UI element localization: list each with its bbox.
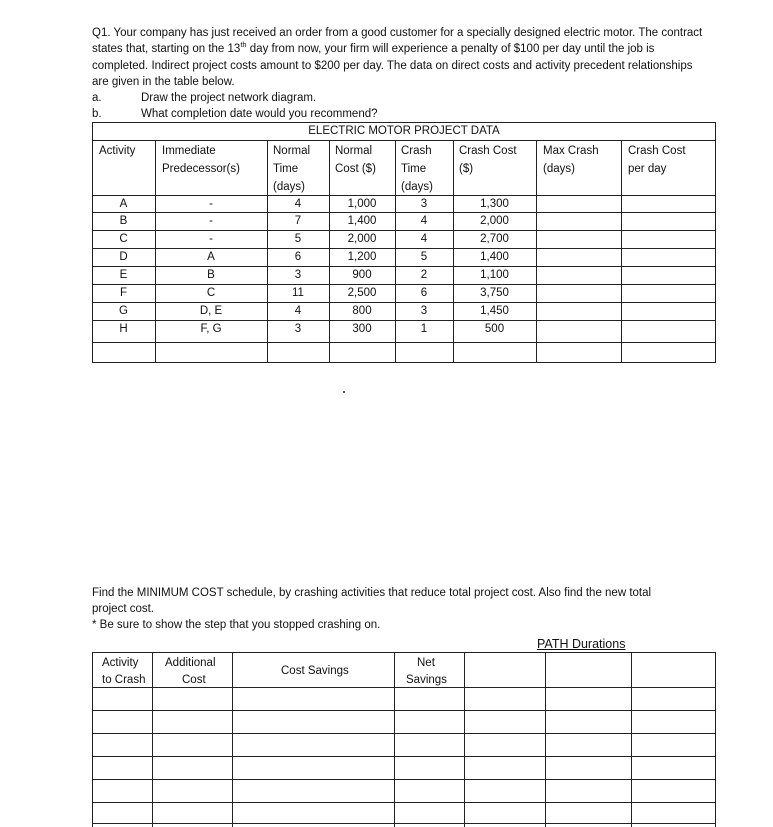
- question-intro: [92, 25, 712, 90]
- cell-crash-cost: 3,750: [480, 287, 509, 299]
- cell-normal-cost: 1,400: [347, 215, 377, 227]
- header-cost-savings: Cost Savings: [281, 665, 349, 677]
- question-a-text: Draw the project network diagram.: [141, 92, 317, 104]
- path-durations-title: PATH Durations: [537, 637, 626, 651]
- header-crash-cost-per-day-2: per day: [628, 163, 667, 175]
- header-net-savings-2: Savings: [406, 674, 447, 686]
- cell-crash-cost: 500: [484, 323, 505, 335]
- table2-row-rule: [92, 710, 716, 711]
- table1-row-rule: [92, 342, 716, 343]
- cell-activity: E: [119, 269, 128, 281]
- cell-activity: H: [119, 323, 128, 335]
- header-additional-cost-1: Additional: [165, 657, 216, 669]
- cell-normal-cost: 2,500: [347, 287, 377, 299]
- table1-col-divider: [536, 140, 537, 363]
- cell-crash-time: 3: [420, 198, 428, 210]
- cell-normal-cost: 800: [352, 305, 372, 317]
- table2-col-divider: [715, 652, 716, 827]
- cell-crash-cost: 2,000: [480, 215, 509, 227]
- cell-normal-cost: 300: [352, 323, 372, 335]
- table2-col-divider: [464, 652, 465, 827]
- cell-normal-cost: 1,000: [347, 198, 377, 210]
- header-max-crash-2: (days): [543, 163, 575, 175]
- table2-col-divider: [152, 652, 153, 827]
- cell-normal-time: 11: [292, 287, 304, 299]
- intro-text-2: day from now, your firm will experience a penalty of $100 per day until the job is completed. Indirect project costs amount to $200 per day. The data on direct costs and activity precedent relationships are given in the table below.: [92, 43, 693, 88]
- cell-predecessor: D, E: [199, 305, 223, 317]
- cell-normal-time: 5: [294, 233, 302, 245]
- table2-col-divider: [394, 652, 395, 827]
- cell-predecessor: F, G: [200, 323, 222, 335]
- cell-activity: C: [119, 233, 128, 245]
- cell-normal-cost: 900: [352, 269, 372, 281]
- table1-title-rule: [92, 140, 716, 141]
- cell-normal-time: 3: [294, 323, 302, 335]
- table2-row-rule: [92, 756, 716, 757]
- header-normal-cost-2: Cost ($): [335, 163, 376, 175]
- header-normal-time-2: Time: [273, 163, 299, 175]
- cell-crash-time: 4: [420, 233, 428, 245]
- instructions-line-1: Find the MINIMUM COST schedule, by crashing activities that reduce total project cost. Also find the new total: [92, 587, 652, 599]
- instructions-line-3: * Be sure to show the step that you stopped crashing on.: [92, 619, 381, 631]
- cell-predecessor: -: [209, 233, 213, 245]
- header-activity-to-crash-2: to Crash: [102, 674, 146, 686]
- header-predecessor-1: Immediate: [162, 145, 216, 157]
- cell-normal-time: 4: [294, 305, 302, 317]
- cell-crash-time: 1: [420, 323, 428, 335]
- header-normal-time-3: (days): [273, 181, 305, 193]
- table2-col-divider: [232, 652, 233, 827]
- header-normal-cost-1: Normal: [335, 145, 373, 157]
- cell-normal-time: 4: [294, 198, 302, 210]
- header-activity-to-crash-1: Activity: [102, 657, 139, 669]
- table2-row-rule: [92, 733, 716, 734]
- cell-crash-time: 3: [420, 305, 428, 317]
- table2-row-rule: [92, 802, 716, 803]
- table1-title: ELECTRIC MOTOR PROJECT DATA: [308, 125, 500, 137]
- cell-normal-time: 6: [294, 251, 302, 263]
- cell-crash-time: 2: [420, 269, 428, 281]
- header-crash-cost-per-day-1: Crash Cost: [628, 145, 686, 157]
- header-crash-time-1: Crash: [401, 145, 432, 157]
- header-activity: Activity: [99, 145, 136, 157]
- table2-col-divider: [631, 652, 632, 827]
- question-a-label: a.: [92, 92, 102, 104]
- header-crash-cost-1: Crash Cost: [459, 145, 517, 157]
- header-predecessor-2: Predecessor(s): [162, 163, 240, 175]
- table2-row-rule: [92, 779, 716, 780]
- cell-normal-cost: 1,200: [347, 251, 377, 263]
- cell-predecessor: C: [206, 287, 216, 299]
- header-normal-time-1: Normal: [273, 145, 311, 157]
- cell-crash-time: 4: [420, 215, 428, 227]
- table1-col-divider: [621, 140, 622, 363]
- table2-col-divider: [92, 652, 93, 827]
- header-crash-time-3: (days): [401, 181, 433, 193]
- cell-activity: G: [119, 305, 128, 317]
- cell-crash-time: 6: [420, 287, 428, 299]
- header-net-savings-1: Net: [417, 657, 435, 669]
- cell-predecessor: -: [209, 198, 213, 210]
- table2-row-rule: [92, 823, 716, 824]
- cell-crash-cost: 1,450: [480, 305, 509, 317]
- cell-crash-cost: 1,300: [480, 198, 509, 210]
- cell-predecessor: B: [207, 269, 215, 281]
- stray-dot: [343, 391, 345, 393]
- header-crash-time-2: Time: [401, 163, 427, 175]
- intro-superscript: th: [240, 40, 247, 50]
- cell-predecessor: A: [207, 251, 215, 263]
- cell-activity: A: [119, 198, 128, 210]
- header-additional-cost-2: Cost: [182, 674, 206, 686]
- cell-crash-cost: 1,100: [480, 269, 509, 281]
- table2-top-rule: [92, 652, 716, 653]
- intro-text-1: Q1. Your company has just received an order from a good customer for a specially designed electric motor. The contract states that, starting on the 13: [92, 27, 703, 56]
- cell-normal-time: 7: [294, 215, 302, 227]
- instructions-line-2: project cost.: [92, 603, 154, 615]
- cell-normal-cost: 2,000: [347, 233, 377, 245]
- cell-crash-cost: 2,700: [480, 233, 509, 245]
- cell-crash-cost: 1,400: [480, 251, 509, 263]
- cell-normal-time: 3: [294, 269, 302, 281]
- header-max-crash-1: Max Crash: [543, 145, 599, 157]
- header-crash-cost-2: ($): [459, 163, 474, 175]
- question-b-label: b.: [92, 108, 102, 120]
- cell-activity: B: [119, 215, 128, 227]
- table2-col-divider: [545, 652, 546, 827]
- cell-activity: F: [119, 287, 128, 299]
- cell-predecessor: -: [209, 215, 213, 227]
- question-b-text: What completion date would you recommend?: [141, 108, 378, 120]
- cell-crash-time: 5: [420, 251, 428, 263]
- cell-activity: D: [119, 251, 128, 263]
